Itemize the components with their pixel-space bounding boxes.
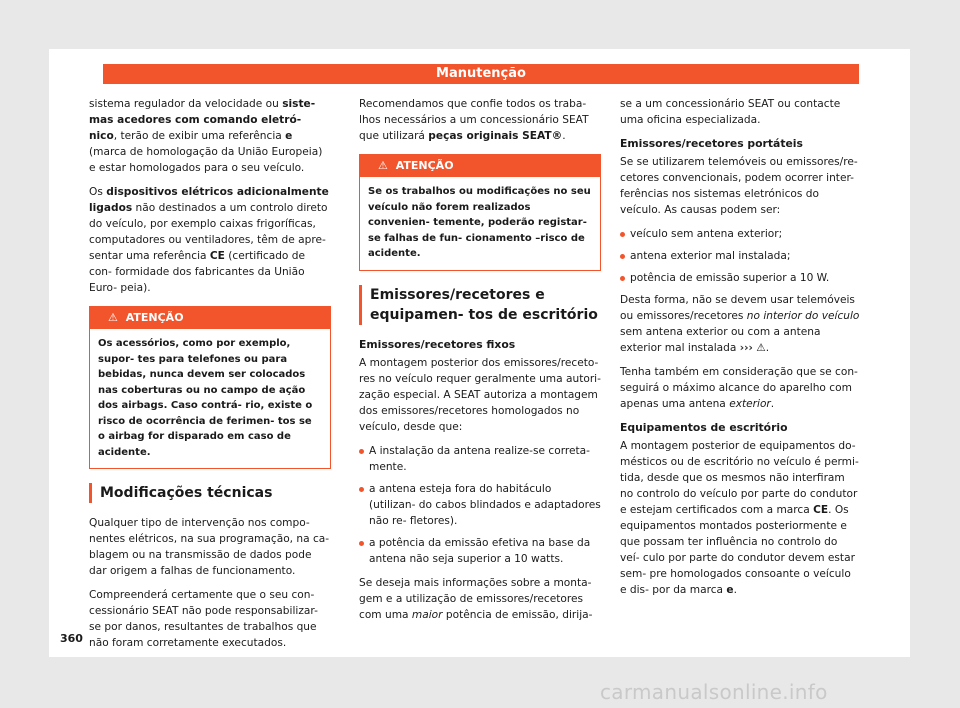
watermark: carmanualsonline.info xyxy=(600,680,828,704)
paragraph: sistema regulador da velocidade ou siste- mas acedores com comando eletró- nico, terão de exibir uma referência e (marca de homologação da União Europeia) e estar homologados para o seu veículo. xyxy=(89,98,323,174)
list-item: antena exterior mal instalada; xyxy=(620,248,860,264)
column-2 xyxy=(359,96,601,631)
paragraph: Tenha também em consideração que se con- seguirá o máximo alcance do aparelho com apenas uma antena exterior. xyxy=(620,366,858,410)
subheading: Equipamentos de escritório xyxy=(620,421,788,434)
list-item: veículo sem antena exterior; xyxy=(620,226,860,242)
paragraph: A montagem posterior dos emissores/receto- res no veículo requer geralmente uma autori- zação especial. A SEAT autoriza a montagem dos emissores/recetores homologados no veículo, desde que: xyxy=(359,356,601,433)
page-number: 360 xyxy=(60,632,83,645)
list-item: a potência da emissão efetiva na base da antena não seja superior a 10 watts. xyxy=(359,535,601,567)
warning-title: ATENÇÃO xyxy=(125,311,184,324)
warning-icon: ⚠ xyxy=(108,311,118,324)
section-heading: Modificações técnicas xyxy=(89,483,331,503)
ce-mark: CE xyxy=(813,504,829,516)
list-item: A instalação da antena realize-se correta- mente. xyxy=(359,443,601,475)
paragraph: se a um concessionário SEAT ou contacte uma oficina especializada. xyxy=(620,98,841,126)
warning-text: Os acessórios, como por exemplo, supor- tes para telefones ou para bebidas, nunca devem ser colocados nas coberturas ou no campo de ação dos airbags. Caso contrá- rio, existe o risco de ocorrência de ferimen- tos se o airbag for disparado em caso de acidente. xyxy=(98,338,313,458)
paragraph: Compreenderá certamente que o seu con- cessionário SEAT não pode responsabilizar- se por danos, resultantes de trabalhos que não foram corretamente executados. xyxy=(89,589,318,649)
subheading: Emissores/recetores portáteis xyxy=(620,137,803,150)
ce-mark: CE xyxy=(209,250,225,262)
paragraph: Os dispositivos elétricos adicionalmente ligados não destinados a um controlo direto do veículo, por exemplo caixas frigoríficas, computadores ou ventiladores, têm de apre- sentar uma referência CE (certificado de con- formidade dos fabricantes da União Euro- peia). xyxy=(89,186,329,294)
reference-arrow[interactable]: ››› xyxy=(739,342,753,354)
section-header: Manutenção xyxy=(103,64,859,84)
paragraph: Se deseja mais informações sobre a monta- gem e a utilização de emissores/recetores com uma maior potência de emissão, dirija- xyxy=(359,576,593,621)
warning-icon: ⚠. xyxy=(756,342,770,354)
list-item: a antena esteja fora do habitáculo (utilizan- do cabos blindados e adaptadores não re- fletores). xyxy=(359,481,601,529)
column-3 xyxy=(620,96,860,606)
warning-icon: ⚠ xyxy=(378,159,388,172)
paragraph: Recomendamos que confie todos os traba- lhos necessários a um concessionário SEAT que utilizará peças originais SEAT®. xyxy=(359,98,589,142)
warning-title: ATENÇÃO xyxy=(395,159,454,172)
list-item: potência de emissão superior a 10 W. xyxy=(620,270,860,286)
bold-term: siste- mas acedores com comando eletró- nico xyxy=(89,98,316,142)
homologation-mark: e xyxy=(285,130,293,142)
column-1 xyxy=(89,96,331,659)
warning-box xyxy=(89,306,331,469)
paragraph: Qualquer tipo de intervenção nos compo- nentes elétricos, na sua programação, na ca- blagem ou na transmissão de dados pode dar origem a falhas de funcionamento. xyxy=(89,517,330,577)
subheading: Emissores/recetores fixos xyxy=(359,337,516,351)
warning-text: Se os trabalhos ou modificações no seu veículo não forem realizados convenien- temente, poderão registar-se falhas de fun- cionamento –risco de acidente. xyxy=(368,186,591,259)
section-heading: Emissores/recetores e equipamen- tos de escritório xyxy=(359,285,601,325)
paragraph: Desta forma, não se devem usar telemóveis ou emissores/recetores no interior do veículo sem antena exterior ou com a antena exterior mal instalada ››› ⚠. xyxy=(620,294,860,354)
paragraph: A montagem posterior de equipamentos do- mésticos ou de escritório no veículo é permi- tida, desde que os mesmos não interfiram no controlo do veículo por parte do condutor e estejam certificados com a marca CE. Os equipamentos montados posteriormente e que possam ter influência no controlo do veí- culo por parte do condutor devem estar sem- pre homologados consoante o veículo e dis- por da marca e. xyxy=(620,440,859,596)
bold-term: dispositivos elétricos adicionalmente ligados xyxy=(89,186,329,214)
bold-term: peças originais SEAT® xyxy=(428,130,563,142)
paragraph: Se se utilizarem telemóveis ou emissores/re- cetores convencionais, podem ocorrer inter- ferências nos sistemas eletrónicos do veículo. As causas podem ser: xyxy=(620,156,858,216)
warning-box xyxy=(359,154,601,271)
homologation-mark: e xyxy=(726,584,734,596)
